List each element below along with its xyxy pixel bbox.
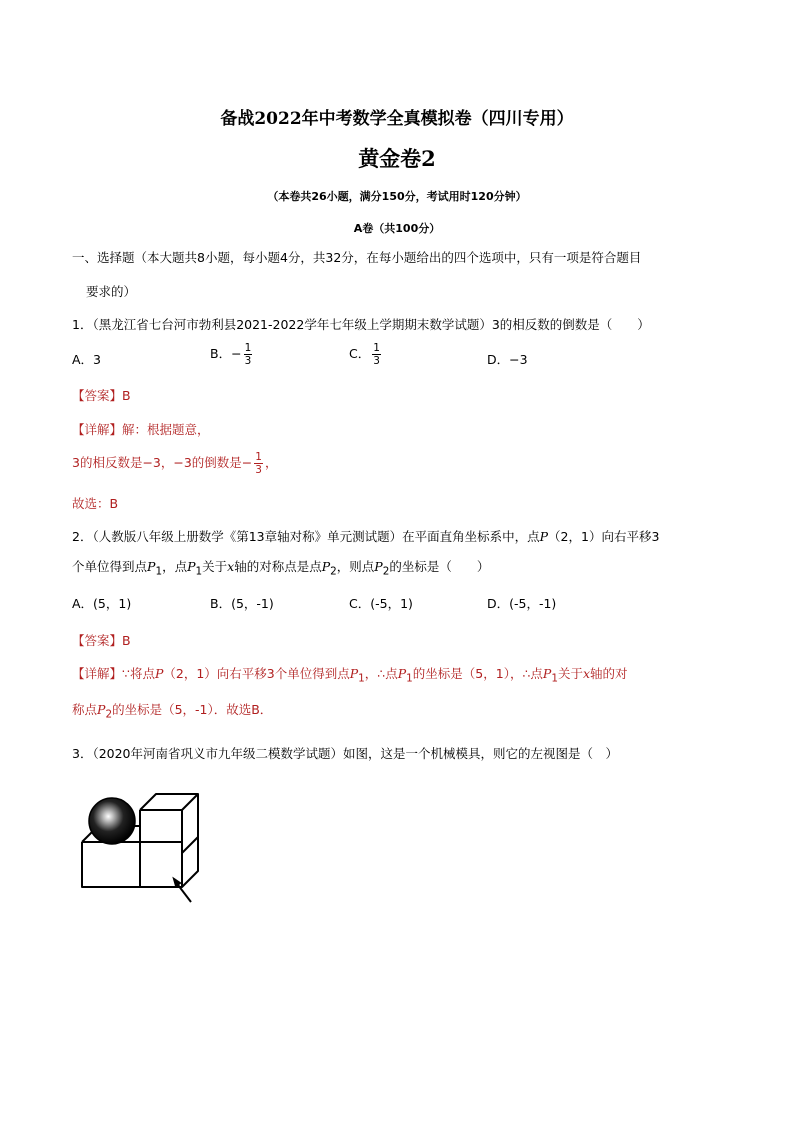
q1-option-d: D．−3 [487, 352, 528, 367]
exam-subtitle: 黄金卷2 [358, 146, 436, 171]
q1-answer: 【答案】B [72, 388, 131, 403]
fraction-one-third: $\frac{1}{3}$ [244, 342, 252, 367]
q1-stem: 1．（黑龙江省七台河市勃利县2021-2022学年七年级上学期期末数学试题）3的相反数的倒数是（ ） [72, 317, 650, 332]
exam-note: （本卷共26小题，满分150分，考试用时120分钟） [267, 190, 527, 203]
section-instructions-line1: 一、选择题（本大题共8小题，每小题4分，共32分，在每小题给出的四个选项中，只有一项是符合题目 [72, 250, 642, 265]
q2-detail-line1: 【详解】∵将点P（2，1）向右平移3个单位得到点$P_1$，∴点$P_1$的坐标是（5，1），∴点$P_1$关于x轴的对 [72, 666, 628, 685]
q1-calculation: 3的相反数是−3，−3的倒数是− $\frac{1}{3}$ ， [72, 451, 278, 476]
q3-stem: 3．（2020年河南省巩义市九年级二模数学试题）如图，这是一个机械模具，则它的左视图是（ ） [72, 746, 619, 761]
q2-answer: 【答案】B [72, 633, 131, 648]
q1-option-b: B．− $\frac{1}{3}$ [210, 342, 252, 367]
sphere [89, 798, 135, 844]
fraction-one-third: $\frac{1}{3}$ [373, 342, 380, 367]
q1-conclusion: 故选：B [72, 496, 119, 511]
fraction-one-third: $\frac{1}{3}$ [255, 451, 262, 476]
q2-stem-line2: 个单位得到点$P_1$，点$P_1$关于x轴的对称点是点$P_2$，则点$P_2$的坐标是（ ） [72, 559, 490, 578]
section-instructions-line2: 要求的） [86, 284, 137, 299]
q2-option-b: B．(5，-1) [210, 596, 274, 611]
q2-option-c: C．(-5，1) [349, 596, 413, 611]
part-heading: A卷（共100分） [353, 222, 441, 235]
q1-option-a: A．3 [72, 352, 102, 367]
q2-stem-line1: 2．（人教版八年级上册数学《第13章轴对称》单元测试题）在平面直角坐标系中，点P（2，1）向右平移3 [72, 529, 660, 544]
q2-option-a: A．(5，1) [72, 596, 132, 611]
exam-title: 备战2022年中考数学全真模拟卷（四川专用） [220, 109, 574, 129]
mold-figure [74, 785, 204, 910]
q2-detail-line2: 称点$P_2$的坐标是（5，-1）．故选B． [72, 702, 273, 721]
q2-option-d: D．(-5，-1) [487, 596, 557, 611]
upper-cube-front-edges [140, 810, 182, 853]
q1-option-c: C． $\frac{1}{3}$ [349, 342, 380, 367]
q1-detail: 【详解】解：根据题意， [72, 422, 210, 437]
